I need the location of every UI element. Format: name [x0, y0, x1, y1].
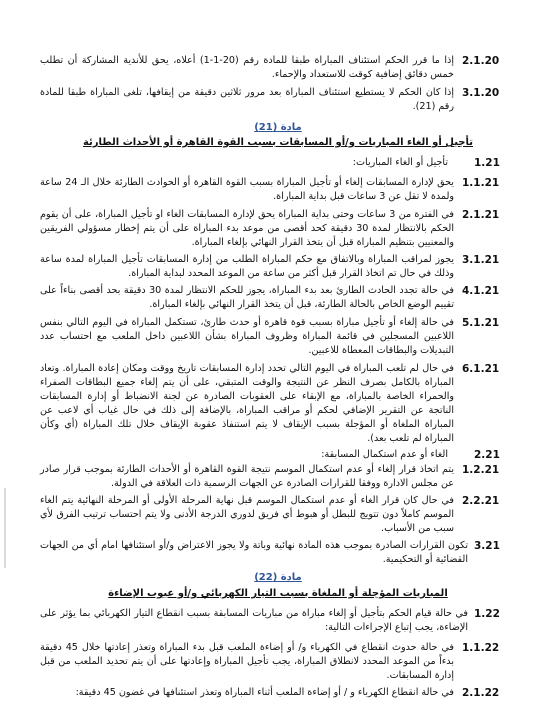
clause-number: 1.2.21: [462, 464, 500, 476]
section-number: 1.22: [474, 608, 500, 620]
clause-number: 2.1.21: [462, 209, 500, 221]
clause-number: 2.1.20: [462, 55, 500, 67]
clause-number: 3.1.21: [462, 254, 500, 266]
clause-text: إذا كان الحكم لا يستطيع استئناف المباراة بعد مرور ثلاثين دقيقة من إيقافها، تلغى المباراة طبقا للمادة رقم (21).: [40, 87, 454, 112]
section-number: 2.21: [474, 449, 500, 461]
clause-text: في الفترة من 3 ساعات وحتى بداية المباراة يحق لإدارة المسابقات الغاء او تأجيل المباراة، على أن يقوم الحكم بالانتظار لمدة 30 دقيقة كحد أقصى من موعد بدء المباراة على أن يتم إخطار مسؤولي الفريقين والمعنيين بتنظيم المباراة قبل أن يتخذ القرار النهائي بإلغاء المباراة.: [40, 209, 455, 248]
clause-number: 3.1.20: [462, 87, 500, 99]
clause-text: في حالة انقطاع الكهرباء و / أو إضاءة الملعب أثناء المباراة وتعذر استئنافها في غضون 45 دقيقة:: [75, 687, 454, 698]
clause-number: 5.1.21: [462, 317, 500, 329]
clause-number: 2.2.21: [462, 495, 500, 507]
article-title: تأجيل أو الغاء المباريات و/أو المسابقات بسبب القوة القاهرة أو الأحداث الطارئة: [82, 137, 474, 148]
clause-number: 4.1.21: [462, 285, 500, 297]
clause-number: 6.1.21: [462, 363, 500, 375]
article-label: مادة (22): [254, 572, 302, 583]
section-text: تكون القرارات الصادرة بموجب هذه المادة نهائية وباتة ولا يجوز الاعتراض و/أو استئنافها امام أي من الجهات القضائية أو التحكيمية.: [40, 540, 468, 565]
page-edge-shadow: [4, 488, 6, 568]
clause-number: 2.1.22: [462, 687, 500, 699]
clause-number: 1.1.22: [462, 642, 500, 654]
section-number: 3.21: [474, 540, 500, 552]
clause-number: 1.1.21: [462, 177, 500, 189]
clause-text: يتم اتخاذ قرار إلغاء أو عدم استكمال الموسم نتيجة القوة القاهرة أو الأحداث الطارئة بموجب قرار صادر عن مجلس الادارة ووفقا للقرارات الصادرة عن الجهات الرسمية ذات العلاقة في الدولة.: [40, 464, 454, 489]
clause-text: في حالة إلغاء أو تأجيل مباراة بسبب قوة قاهرة أو حدث طارئ، تستكمل المباراة في اليوم التالي بنفس اللاعبين المسجلين في قائمة المباراة وظروف المباراة بشأن اللاعبين داخل الملعب مع احتساب عدد التبديلات والبطاقات المعطاة للاعبين.: [40, 317, 454, 356]
clause-text: يحق لإدارة المسابقات إلغاء أو تأجيل المباراة بسبب القوة القاهرة أو الحوادث الطارئة خلال الـ 24 ساعة ولمدة لا تقل عن 3 ساعات قبل بداية المباراة.: [40, 177, 454, 202]
clause-text: في حال كان قرار الغاء أو عدم استكمال الموسم قبل نهاية المرحلة الأولى أو المرحلة النهائية يتم الغاء الموسم كاملاً دون تتويج للبطل أو هبوط أي فريق لدوري الدرجة الأدنى ولا يتم احتساب ترتيب الفرق لأي سبب من الأسباب.: [40, 495, 454, 534]
clause-text: في حال لم تلعب المباراة في اليوم التالي تحدد إدارة المسابقات تاريخ ووقت ومكان إعادة المباراة. وتعاد المباراة بالكامل بصرف النظر عن النتيجة والوقت المتبقي، على أن يتم إلغاء جميع البطاقات الصفراء والحمراء الخاصة بالمباراة، مع الإبقاء على العقوبات الصادرة عن لجنة الانضباط أو إدارة المسابقات الناتجة عن التقرير الإضافي لحكم أو مراقب المباراة، بالإضافة إلى ذلك في حال غياب أي لاعب عن المباراة الملغاة أو المؤجلة بسبب الإيقاف لا يتم استنفاذ عقوبة الإيقاف خلال تلك المباراة (أي وكأن المباراة لم تلعب بعد).: [40, 363, 454, 444]
section-title: الغاء أو عدم استكمال المسابقة:: [321, 449, 448, 460]
article-title: المباريات المؤجلة أو الملغاة بسبب التيار الكهربائي و/أو عيوب الإضاءة: [108, 588, 448, 599]
section-number: 1.21: [474, 157, 500, 169]
section-title: تأجيل أو الغاء المباريات:: [352, 157, 448, 168]
clause-text: إذا ما قرر الحكم استئناف المباراة طبقا للمادة رقم (20-1-1) أعلاه، يحق للأندية المشاركة أن تطلب خمس دقائق إضافية كوقت للاستعداد والإحماء.: [40, 55, 454, 80]
clause-text: يجوز لمراقب المباراة وبالاتفاق مع حكم المباراة الطلب من إدارة المسابقات تأجيل المباراة لمدة ساعة وذلك في حال تم اتخاذ القرار قبل أكثر من ساعة من الموعد المحدد لبداية المباراة.: [40, 254, 454, 279]
article-label: مادة (21): [254, 122, 302, 133]
clause-text: في حالة تجدد الحادث الطارئ بعد بدء المباراة، يجوز للحكم الانتظار لمدة 30 دقيقة بحد أقصى بناءاً على تقييم الوضع الخاص بالحالة الطارئة، قبل أن يتخذ القرار النهائي بإلغاء المباراة.: [40, 285, 455, 310]
section-text: في حالة قيام الحكم بتأجيل أو إلغاء مباراة من مباريات المسابقة بسبب انقطاع التيار الكهربائي بما يؤثر على الإضاءة، يجب إتباع الإجراءات التالية:: [40, 608, 468, 633]
clause-text: في حالة حدوث انقطاع في الكهرباء و/ أو إضاءة الملعب قبل بدء المباراة وتعذر إعادتها خلال 45 دقيقة بدءاً من الموعد المحدد لانطلاق المباراة، يجب تأجيل المباراة وإعادتها على أن يتم تحديد الملعب من قبل إدارة المسابقات.: [40, 642, 454, 681]
